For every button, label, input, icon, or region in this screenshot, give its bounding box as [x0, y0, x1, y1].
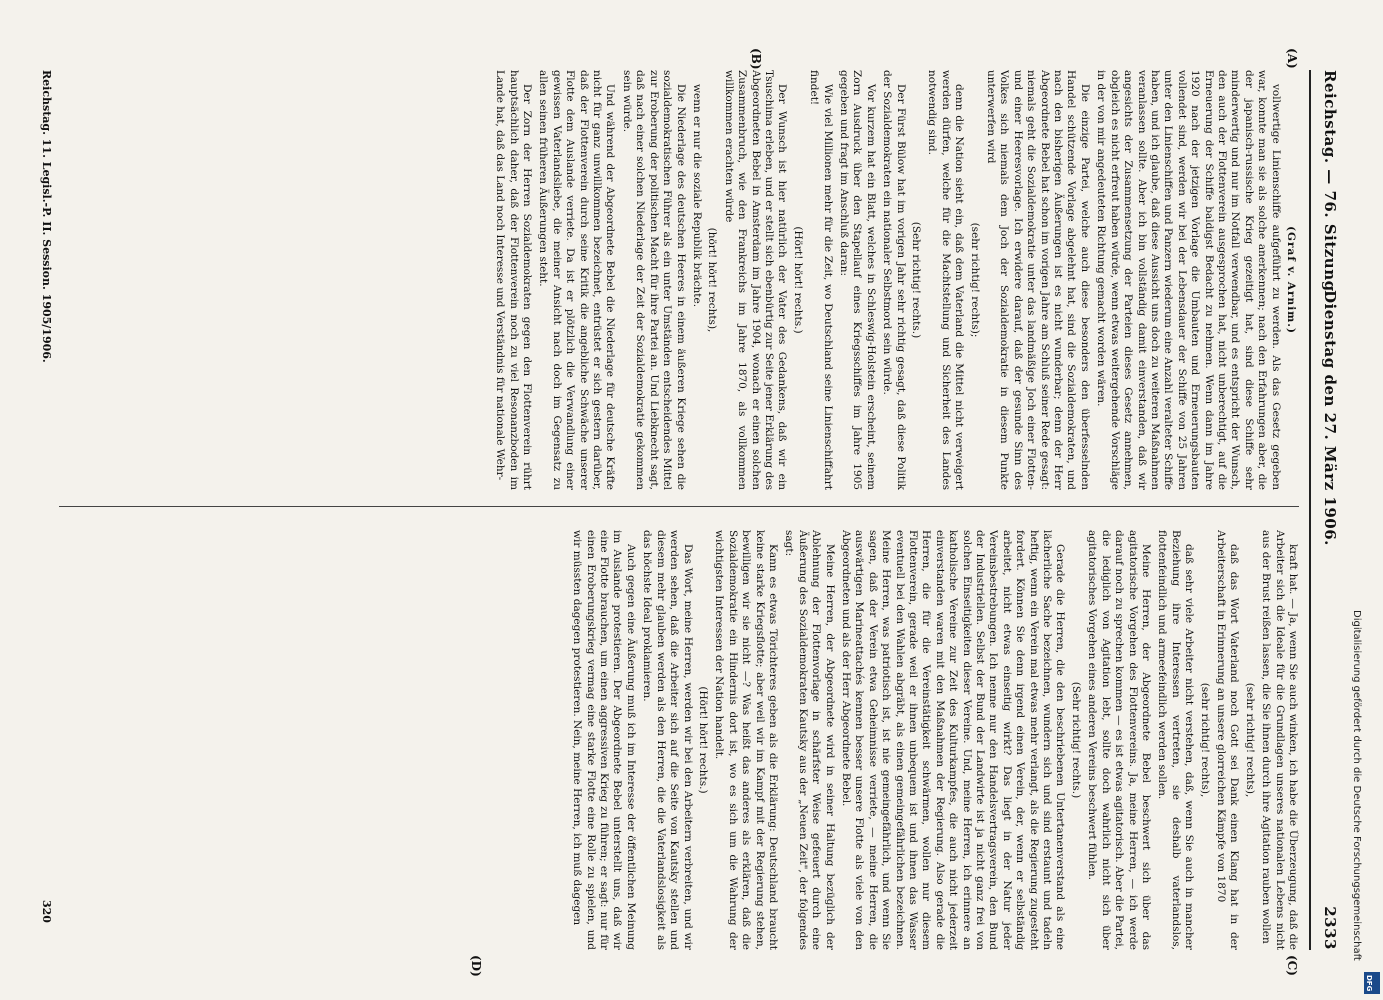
paragraph: Der Fürst Bülow hat im vorigen Jahr sehr richtig gesagt, daß diese Politik der Sozialdemokraten ein nationaler Selbstmord sein würde. [881, 70, 907, 490]
speaker-name: (Graf v. Arnim.) [1285, 226, 1297, 334]
paragraph: daß sehr viele Arbeiter nicht verstehen, daß, wenn Sie auch in mancher Beziehung ihre Interessen vertreten, sie deshalb vaterlandslos, flottenfeindlich und armeefeindlich werden sollen. [1156, 530, 1196, 950]
header-title: Reichstag. — 76. Sitzung. [1321, 70, 1339, 298]
interjection: (Hört! hört! rechts.) [791, 226, 804, 334]
interjection: (Hört! hört! rechts.) [696, 686, 709, 794]
paragraph: denn die Nation sieht ein, daß dem Vaterland die Mittel nicht verweigert werden dürfen, welche für die Machtstellung und Sicherheit des Landes notwendig sind. [926, 70, 966, 490]
margin-marker-c: (C) [1285, 955, 1299, 976]
interjection: (Sehr richtig! rechts.) [1069, 681, 1082, 799]
header-rule [1309, 70, 1311, 950]
interjection: (sehr richtig! rechts), [1198, 682, 1211, 798]
interjection: (sehr richtig! rechts), [1243, 682, 1256, 798]
paragraph: Der Wunsch ist hier natürlich der Vater des Gedankens, daß wir ein Tsuschima erleben, und er stellt sich ebenbürtig zur Seite jener Erklärung des Abgeordneten Bebel in Amsterdam im Jahre 1904, wonach er einen solchen Zusammenbruch, wie den Frankreichs im Jahre 1870, als vollkommen willkommen erachten würde [722, 70, 789, 490]
margin-marker-b: (B) [749, 48, 763, 70]
paragraph: vollwertige Linienschiffe aufgeführt zu werden. Als das Gesetz gegeben war, konnte man sie als solche anerkennen; nach den Erfahrungen aber, die der japanisch-russische Krieg gezeitigt hat, sind diese Schiffe sehr minderwertig und nur im Notfall verwendbar, und es entspricht der Wunsch, den auch der Flottenverein ausgesprochen hat, nicht unberechtigt, auf die Erneuerung der Schiffe baldigst Bedacht zu nehmen. Wenn dann im Jahre 1920 nach der jetzigen Vorlage die Umbauten und Erneuerungsbauten vollendet sind, werden wir bei der Lebensdauer der Schiffe von 25 Jahren unter den Linienschiffen und Panzern wiederum eine Anzahl veralteter Schiffe haben, und ich glaube, daß diese Aussicht uns doch zu weiteren Maßnahmen veranlassen sollte. Aber ich bin vollständig damit einverstanden, daß wir angesichts der Zusammensetzung der Parteien dieses Gesetz annehmen, obgleich es nicht erfreut haben würde, wenn etwas weitergehende Vorschläge in der von mir angedeuteten Richtung gemacht worden wären. [1095, 70, 1282, 490]
interjection: (sehr richtig! rechts); [968, 222, 981, 338]
paragraph: Meine Herren, der Abgeordnete Bebel beschwert sich über das agitatorische Vorgehen des Flottenvereins. Ja, meine Herren, — ich werde darauf noch zu sprechen kommen — es ist etwas agitatorisch. Aber die Partei, die lediglich von Agitation lebt, sollte doch wahrlich nicht sich über agitatorisches Vorgehen eines anderen Vereins beschwert fühlen. [1086, 530, 1152, 950]
quotation: Kann es etwas Törichteres geben als die Erklärung: Deutschland braucht keine starke Kriegsflotte; aber weil wir im Kampf mit der Regierung stehen, bewilligen wir sie nicht —? Was heißt das anderes als erklären, daß die Sozialdemokratie ein Hindernis dort ist, wo es sich um die Wahrung der wichtigsten Interessen der Nation handelt. [713, 530, 779, 950]
interjection: (hört! hört! rechts), [706, 227, 719, 333]
margin-marker-a: (A) [1285, 48, 1299, 69]
paragraph: Und während der Abgeordnete Bebel die Niederlage für deutsche Kräfte nicht für ganz unwillkommen bezeichnet, entrüstet er sich gestern darüber, daß der Flottenverein durch seine Kritik die angebliche Schwäche unserer Flotte dem Auslande verriete. Da ist er plötzlich die Verwandlung einer gewissen Vaterlandsliebe, die meiner Ansicht nach doch im Gegensatz zu allen seinen früheren Äußerungen steht. [537, 70, 617, 490]
paragraph: daß das Wort Vaterland noch Gott sei Dank einen Klang hat in der Arbeiterschaft in Erinnerung an unsere glorreichen Kämpfe von 1870 [1214, 530, 1241, 950]
interjection: (Sehr richtig! rechts.) [910, 221, 923, 339]
paragraph: Der Zorn der Herren Sozialdemokraten gegen den Flottenverein rührt hauptsächlich daher, daß der Flottenverein noch zu viel Resonanzboden im Lande hat, daß das Land noch Interesse und Verständnis für nationale Wehr- [494, 70, 534, 490]
dfg-logo: DFG [1364, 972, 1380, 994]
left-column [59, 70, 1299, 490]
column-divider [59, 506, 1299, 507]
paragraph: Meine Herren, der Abgeordnete wird in seiner Haltung bezüglich der Ablehnung der Flottenvorlage in schärfster Weise gefeuert durch eine Äußerung des Sozialdemokraten Kautsky aus der „Neuen Zeit", der folgendes sagt: [783, 530, 836, 950]
paragraph: kraft hat. — Ja, wenn Sie auch winken, ich habe die Überzeugung, daß die Arbeiter sich die Ideale für die Grundlagen unseres nationalen Lebens nicht aus der Brust reißen lassen, die Sie ihnen durch ihre Agitation rauben wollen [1260, 530, 1299, 950]
paragraph: Das Wort, meine Herren, werden wir bei den Arbeitern verbreiten, und wir werden sehen, daß die Arbeiter sich auf die Seite von Kautsky stellen und diesem mehr glauben werden als den Herren, die die Vaterlandslosigkeit als das höchste Ideal proklamieren. [641, 530, 694, 950]
footer-number: 320 [40, 900, 53, 923]
page-header [1311, 70, 1343, 950]
paragraph: Gerade die Herren, die den beschriebenen Untertanenverstand als eine lächerliche Sache bezeichnen, wundern sich und sind erstaunt und tadeln heftig, wenn ein Verein mal etwas mehr verlangt, als die Regierung zugesteht fordert. Können Sie denn irgend einen Verein, der, wenn er selbständig arbeitet, nicht etwas einseitig wirkt? Das liegt in der Natur jeder Vereinsbestrebungen. Ich nenne nur den Handelsvertragsverein, den Bund der Industriellen. Selbst der Bund der Landwirte ist ja nicht ganz frei von solchen Einseitigkeiten dieser Vereine. Und, meine Herren, ich erinnere an katholische Vereine zur Zeit des Kulturkampfes, die auch nicht jederzeit einverstanden waren mit den Maßnahmen der Regierung. Also gerade die Herren, die für die Vereinstätigkeit schwärmen, wollen nur diesem Flottenverein, gerade weil er ihnen unbequem ist und ihnen das Wasser eventuell bei den Wahlen abgräbt, als einen gemeingefährlichen bezeichnen. Meine Herren, was patriotisch ist, ist nie gemeingefährlich, und wenn Sie sagen, daß der Verein etwa Geheimnisse verriete, — meine Herren, die auswärtigen Marineattachés kennen besser unsere Flotte als viele von den Abgeordneten und als der Herr Abgeordnete Bebel. [840, 530, 1067, 950]
page-number: 2333 [1321, 906, 1339, 950]
footer-session: Reichstag. 11. Legisl.-P. II. Session. 1905/1906. [40, 70, 53, 363]
paragraph: Die Niederlage des deutschen Heeres in einem äußeren Kriege sehen die sozialdemokratischen Führer als ein unter Umständen entscheidendes Mittel zur Eroberung der politischen Macht für ihre Partei an. Und Liebknecht sagt, daß nach einer solchen Niederlage der Zeit der Sozialdemokratie gekommen sein würde. [620, 70, 687, 490]
paragraph: Die einzige Partei, welche auch diese besonders den überfesselnden Handel schützende Vorlage abgelehnt hat, sind die Sozialdemokraten, und nach den bisherigen Äußerungen ist es nicht wunderbar; denn der Herr Abgeordnete Bebel hat schon im vorigen Jahre am Schluß seiner Rede gesagt: niemals geht die Sozialdemokratie unter das landmäßige Joch einer Flotten- und einer Heeresvorlage. Ich erwidere darauf, daß der gesunde Sinn des Volkes sich niemals dem Joch der Sozialdemokratie in diesem Punkte unterwerfen wird [985, 70, 1091, 490]
quotation: Wie viel Millionen mehr für die Zeit, wo Deutschland seine Linienschiffahrt findet! [808, 70, 834, 490]
margin-marker-d: (D) [469, 955, 483, 977]
paragraph: Vor kurzem hat ein Blatt, welches in Schleswig-Holstein erscheint, seinem Zorn Ausdruck über den Stapellauf eines Kriegsschiffes im Jahre 1905 gegeben und fragt im Anschluß daran: [838, 70, 877, 490]
header-date: Dienstag den 27. März 1906. [1321, 290, 1339, 546]
digitization-note: Digitalisierung gefördert durch die Deutsche Forschungsgemeinschaft [1351, 610, 1362, 961]
paragraph: wenn er nur die soziale Republik brächte. [690, 84, 703, 308]
right-column [59, 530, 1299, 950]
paragraph: Auch gegen eine Äußerung muß ich im Interesse der öffentlichen Meinung im Auslande protestieren. Der Abgeordnete Bebel unterstellt uns, daß wir eine Flotte brauchen, um einen aggressiven Krieg zu führen; er sagt: nur für einen Eroberungskrieg vermag eine starke Flotte eine Rolle zu spielen, und wir müssten dagegen protestieren. Nein, meine Herren, ich muß dagegen [571, 530, 637, 950]
